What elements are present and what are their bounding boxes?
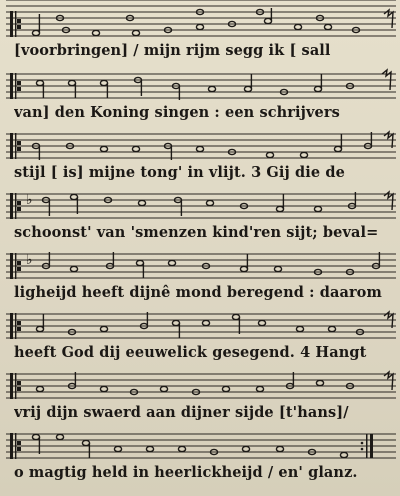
custos-icon [384, 372, 393, 390]
staff-lines [6, 374, 396, 398]
flat-icon: ♭ [26, 192, 33, 208]
custos-icon [384, 10, 393, 28]
lyric-line: van] den Koning singen : een schrijvers [14, 104, 340, 121]
staff-lines [6, 74, 396, 98]
staff-lines [6, 194, 396, 218]
lyric-line: stijl [ is] mijne tong' in vlijt. 3 Gij die de [14, 164, 345, 181]
note-heads [42, 252, 379, 278]
music-staff [0, 368, 400, 402]
note-heads [36, 312, 363, 338]
lyric-line: [voorbringen] / mijn rijm segg ik [ sall [14, 42, 331, 59]
lyric-line: ligheijd heeft dijnê mond beregend : daarom [14, 284, 382, 301]
music-staff [0, 128, 400, 162]
music-staff [0, 68, 400, 102]
staff-lines [6, 314, 396, 338]
staff-lines [6, 434, 396, 458]
note-heads [36, 74, 353, 100]
music-staff [0, 188, 400, 222]
lyric-line: o magtig held in heerlickheijd / en' glanz. [14, 464, 358, 481]
flat-icon: ♭ [26, 252, 33, 268]
music-staff [0, 428, 400, 462]
music-staff [0, 6, 400, 40]
custos-icon [384, 192, 393, 210]
music-staff [0, 248, 400, 282]
lyric-line: heeft God dij eeuwelick gesegend. 4 Hangt [14, 344, 367, 361]
note-heads [36, 372, 353, 395]
music-staff [0, 308, 400, 342]
lyric-line: vrij dijn swaerd aan dijner sijde [t'hans]/ [14, 404, 349, 421]
staff-lines [6, 254, 396, 278]
lyric-line: schoonst' van 'smenzen kind'ren sijt; beval= [14, 224, 379, 241]
